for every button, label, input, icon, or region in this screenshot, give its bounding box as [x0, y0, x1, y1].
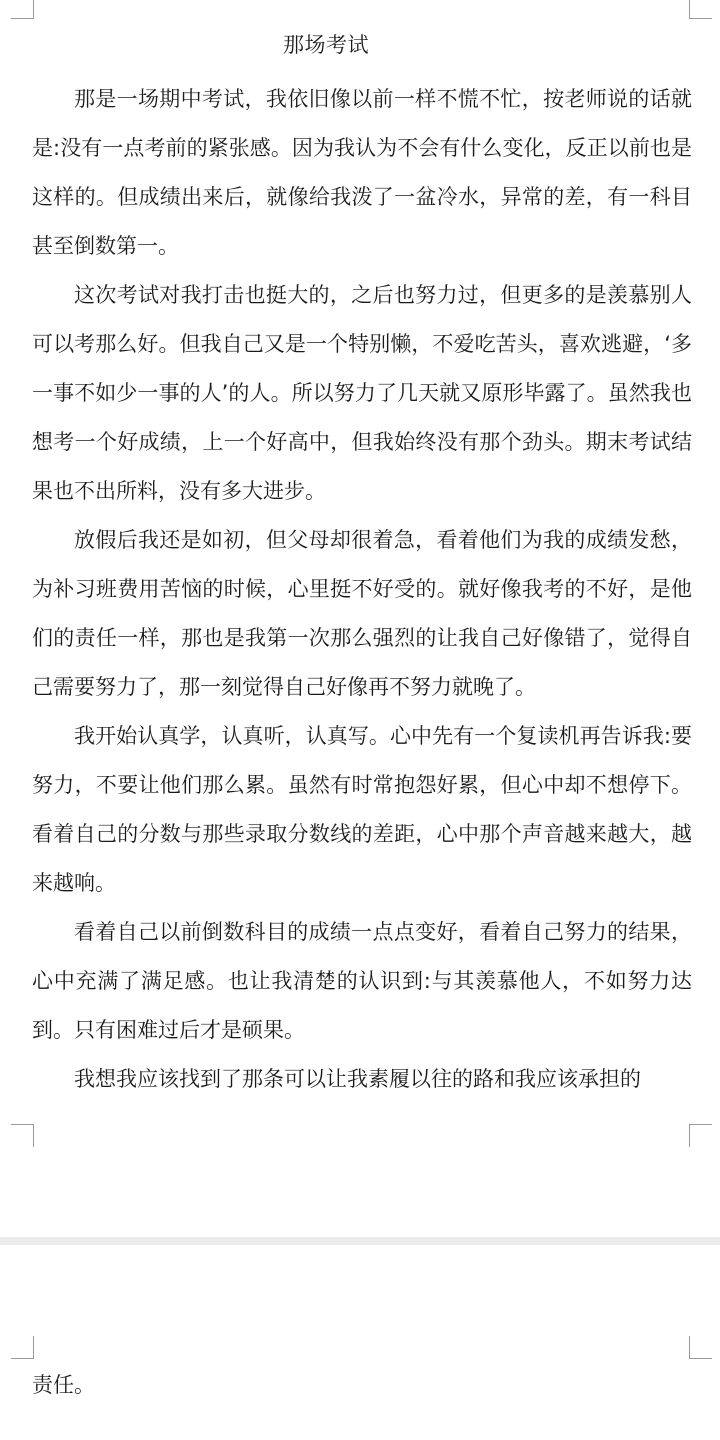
page-separator	[0, 1237, 720, 1245]
continued-text: 责任。	[32, 1373, 95, 1397]
margin-corner-mark	[689, 1336, 712, 1359]
paragraph: 看着自己以前倒数科目的成绩一点点变好，看着自己努力的结果，心中充满了满足感。也让我清楚的认识到:与其羡慕他人，不如努力达到。只有困难过后才是硕果。	[32, 920, 692, 1042]
margin-corner-mark	[11, 0, 34, 19]
paragraph: 放假后我还是如初，但父母却很着急，看着他们为我的成绩发愁，为补习班费用苦恼的时候，心里挺不好受的。就好像我考的不好，是他们的责任一样，那也是我第一次那么强烈的让我自己好像错了，觉得自己需要努力了，那一刻觉得自己好像再不努力就晚了。	[32, 528, 692, 699]
document-body	[32, 75, 692, 1104]
margin-corner-mark	[689, 0, 712, 19]
paragraph: 那是一场期中考试，我依旧像以前一样不慌不忙，按老师说的话就是:没有一点考前的紧张感。因为我认为不会有什么变化，反正以前也是这样的。但成绩出来后，就像给我泼了一盆冷水，异常的差，有一科目甚至倒数第一。	[32, 87, 692, 258]
paragraph: 我开始认真学，认真听，认真写。心中先有一个复读机再告诉我:要努力，不要让他们那么累。虽然有时常抱怨好累，但心中却不想停下。看着自己的分数与那些录取分数线的差距，心中那个声音越来越大，越来越响。	[32, 724, 692, 895]
margin-corner-mark	[11, 1124, 34, 1147]
margin-corner-mark	[11, 1336, 34, 1359]
document-page-2	[0, 1245, 720, 1440]
document-title: 那场考试	[283, 33, 369, 57]
paragraph: 这次考试对我打击也挺大的，之后也努力过，但更多的是羡慕别人可以考那么好。但我自己又是一个特别懒，不爱吃苦头，喜欢逃避，‘多一事不如少一事的人’的人。所以努力了几天就又原形毕露了。虽然我也想考一个好成绩，上一个好高中，但我始终没有那个劲头。期末考试结果也不出所料，没有多大进步。	[32, 283, 692, 503]
margin-corner-mark	[689, 1124, 712, 1147]
paragraph: 我想我应该找到了那条可以让我素履以往的路和我应该承担的	[74, 1067, 641, 1091]
